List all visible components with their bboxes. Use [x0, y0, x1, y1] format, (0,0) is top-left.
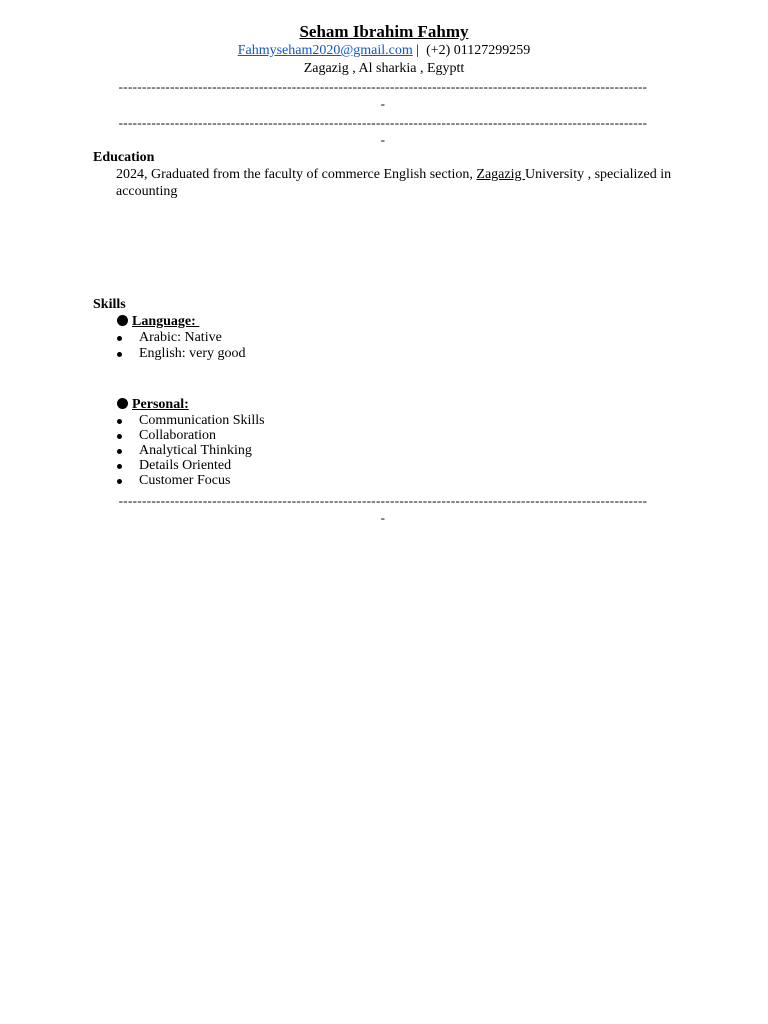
list-item: Arabic: Native — [115, 330, 246, 346]
language-label: Language: — [132, 314, 200, 329]
divider-3 — [93, 492, 673, 526]
list-item: Collaboration — [115, 428, 265, 443]
contact-separator: | — [412, 43, 427, 58]
bullet-circle-icon — [117, 398, 128, 409]
education-university-underlined: Zagazig — [476, 167, 525, 182]
personal-label: Personal: — [132, 397, 189, 412]
language-subheading — [117, 314, 199, 330]
candidate-name: Seham Ibrahim Fahmy — [299, 22, 469, 41]
education-heading: Education — [93, 150, 155, 165]
divider-1 — [93, 78, 673, 112]
skills-heading: Skills — [93, 297, 126, 312]
divider-dashes: ----------------------------------------------------------------------------------------------------------------- — [118, 115, 648, 130]
contact-line — [0, 43, 768, 59]
email-link[interactable]: Fahmyseham2020@gmail.com — [237, 43, 413, 58]
list-item: Analytical Thinking — [115, 443, 265, 458]
divider-2 — [93, 114, 673, 148]
personal-subheading — [117, 397, 189, 413]
list-item: Customer Focus — [115, 473, 265, 488]
list-item: English: very good — [115, 346, 246, 362]
education-text-start: 2024, Graduated from the faculty of commerce English section, — [116, 167, 477, 182]
divider-tail: - — [380, 132, 386, 147]
divider-dashes: ----------------------------------------------------------------------------------------------------------------- — [118, 79, 648, 94]
phone-number: (+2) 01127299259 — [426, 43, 531, 58]
bullet-circle-icon — [117, 315, 128, 326]
divider-dashes: ----------------------------------------------------------------------------------------------------------------- — [118, 493, 648, 508]
list-item: Communication Skills — [115, 413, 265, 428]
divider-tail: - — [380, 96, 386, 111]
education-entry — [116, 166, 672, 200]
education-text-end: University , specialized in accounting — [116, 167, 672, 199]
language-list — [115, 330, 246, 362]
personal-skills-list — [115, 413, 265, 488]
address-line: Zagazig , Al sharkia , Egyptt — [303, 61, 465, 76]
divider-tail: - — [380, 510, 386, 525]
list-item: Details Oriented — [115, 458, 265, 473]
